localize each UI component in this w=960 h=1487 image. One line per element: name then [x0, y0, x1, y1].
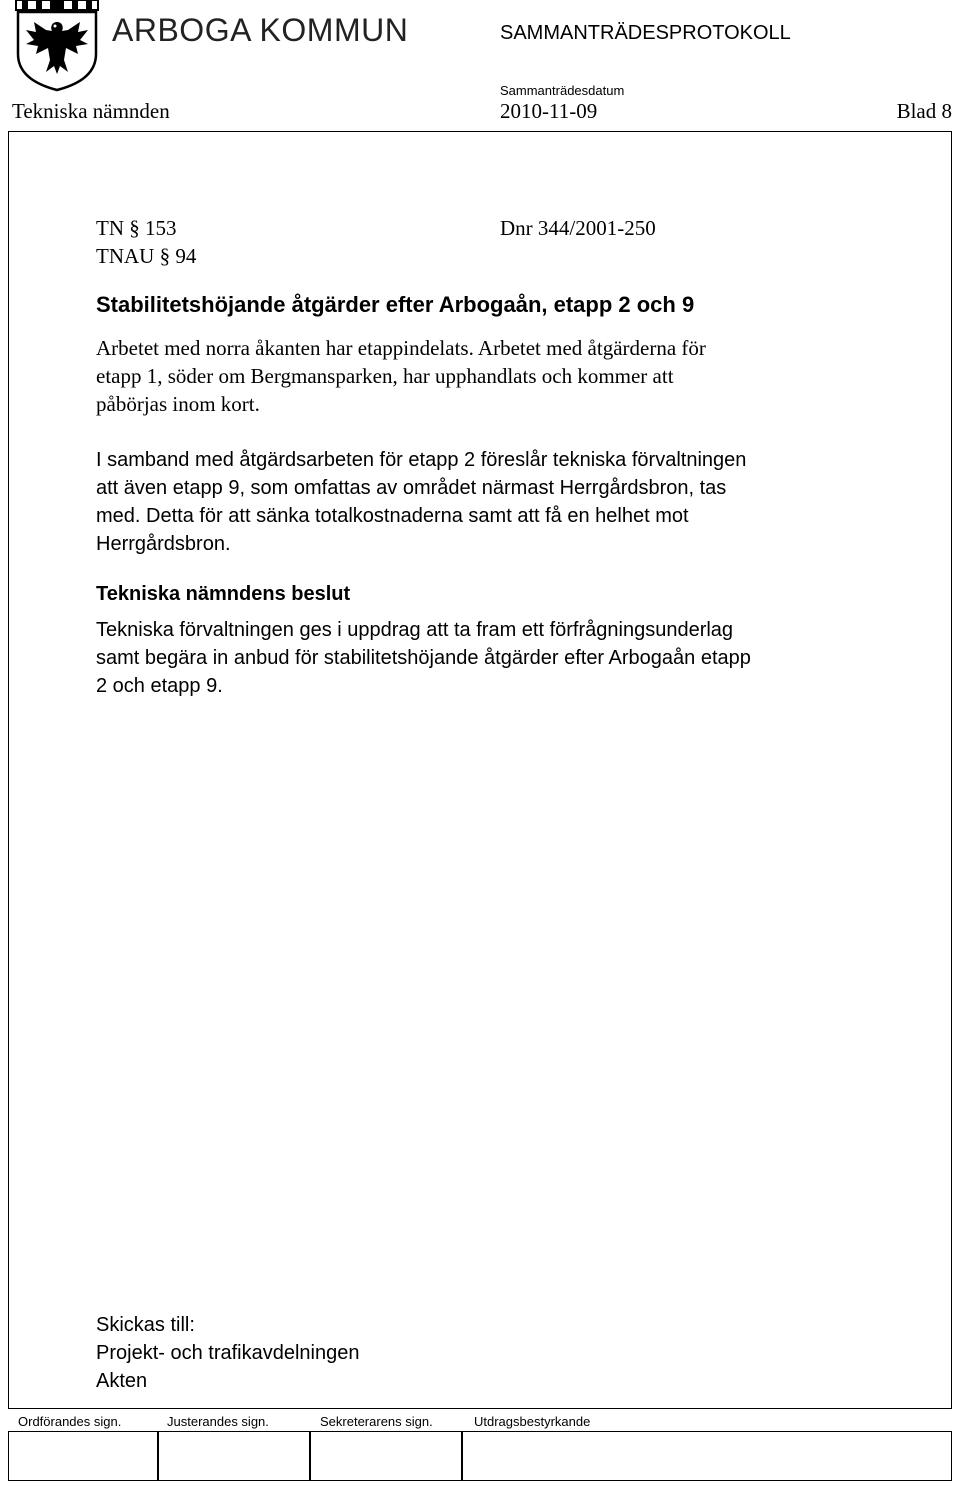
committee-name: Tekniska nämnden	[12, 99, 170, 123]
chair-signature-label: Ordförandes sign.	[18, 1414, 122, 1429]
adjuster-signature-label: Justerandes sign.	[167, 1414, 269, 1429]
decision-text	[96, 616, 751, 700]
document-type: SAMMANTRÄDESPROTOKOLL	[500, 22, 791, 44]
distribution-item: Akten	[96, 1370, 148, 1392]
meeting-date-label: Sammanträdesdatum	[500, 83, 625, 98]
paragraph-line: påbörjas inom kort.	[96, 392, 260, 416]
organization-name: ARBOGA KOMMUN	[112, 12, 409, 48]
chair-signature-box	[8, 1431, 158, 1481]
page-title: Stabilitetshöjande åtgärder efter Arbogaån, etapp 2 och 9	[96, 292, 695, 317]
decision-line: 2 och etapp 9.	[96, 675, 223, 697]
adjuster-signature-box	[158, 1431, 310, 1481]
distribution-item: Projekt- och trafikavdelningen	[96, 1342, 360, 1364]
paragraph-background	[96, 334, 706, 418]
secretary-signature-box	[310, 1431, 462, 1481]
distribution-list	[96, 1311, 359, 1395]
paragraph-line: att även etapp 9, som omfattas av området närmast Herrgårdsbron, tas	[96, 477, 727, 499]
decision-heading: Tekniska nämndens beslut	[96, 583, 351, 605]
paragraph-line: Arbetet med norra åkanten har etappindelats. Arbetet med åtgärderna för	[96, 336, 706, 360]
paragraph-proposal	[96, 446, 746, 558]
case-number-tn: TN § 153	[96, 216, 177, 240]
secretary-signature-label: Sekreterarens sign.	[320, 1414, 433, 1429]
paragraph-line: etapp 1, söder om Bergmansparken, har upphandlats och kommer att	[96, 364, 674, 388]
decision-line: Tekniska förvaltningen ges i uppdrag att ta fram ett förfrågningsunderlag	[96, 619, 734, 641]
case-number-tnau: TNAU § 94	[96, 244, 197, 268]
eagle-crest-icon	[12, 0, 102, 92]
decision-line: samt begära in anbud för stabilitetshöjande åtgärder efter Arbogaån etapp	[96, 647, 751, 669]
content-frame	[8, 131, 952, 1409]
distribution-heading: Skickas till:	[96, 1314, 195, 1336]
paragraph-line: med. Detta för att sänka totalkostnaderna samt att få en helhet mot	[96, 505, 689, 527]
meeting-date: 2010-11-09	[500, 99, 598, 123]
extract-certification-label: Utdragsbestyrkande	[474, 1414, 591, 1429]
page-number: Blad 8	[896, 99, 952, 123]
paragraph-line: Herrgårdsbron.	[96, 533, 231, 555]
registration-number: Dnr 344/2001-250	[500, 216, 656, 240]
paragraph-line: I samband med åtgärdsarbeten för etapp 2 föreslår tekniska förvaltningen	[96, 449, 747, 471]
extract-certification-box	[462, 1431, 952, 1481]
